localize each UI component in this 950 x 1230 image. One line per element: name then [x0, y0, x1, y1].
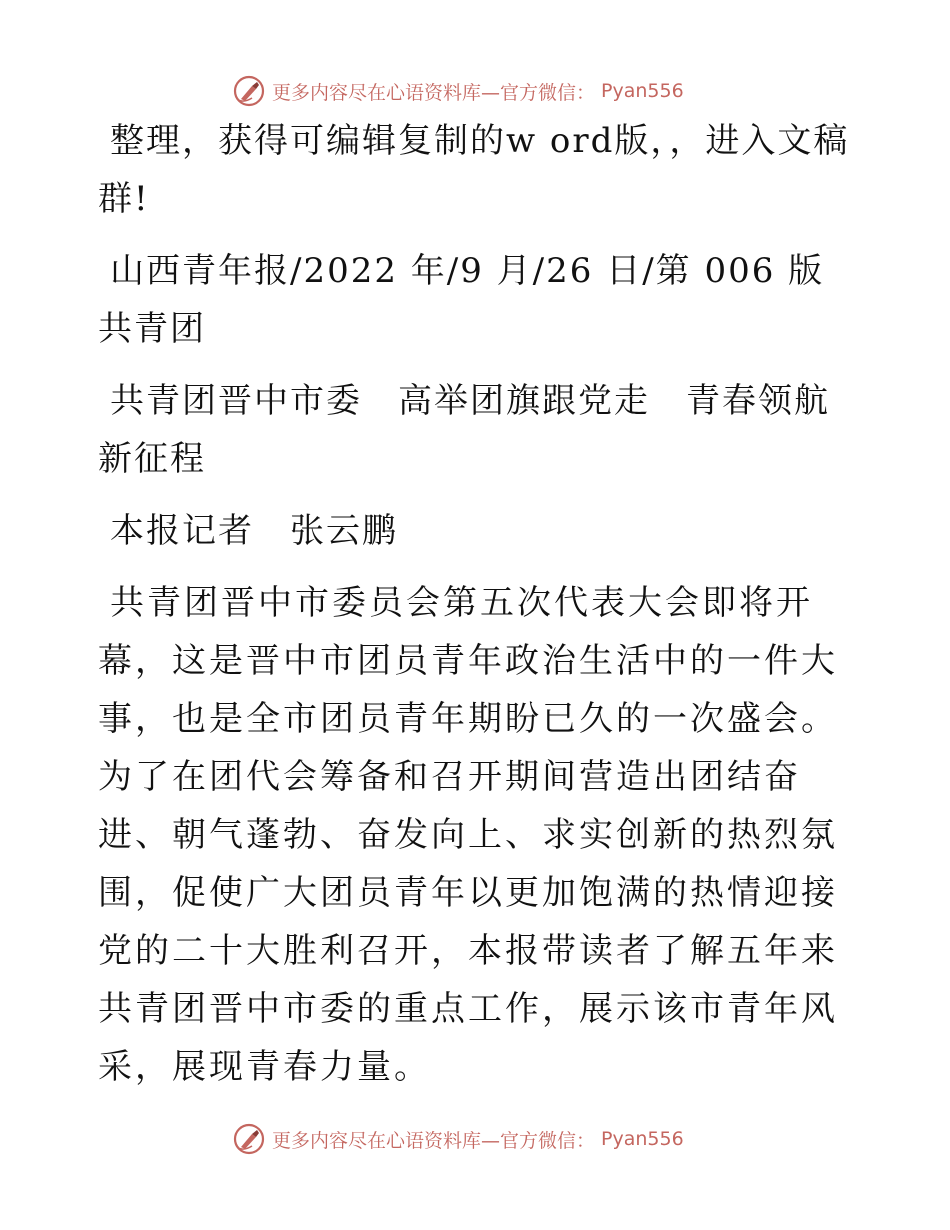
footer-watermark [232, 1119, 752, 1159]
watermark-text: 更多内容尽在心语资料库—官方微信： [272, 1129, 596, 1152]
paragraph-notice: 整理，获得可编辑复制的w ord版，，进入文稿群! [98, 121, 850, 219]
watermark-wechat-id: Pyan556 [601, 1128, 684, 1150]
document-body [98, 112, 858, 1110]
pen-logo-icon [232, 74, 266, 108]
pen-logo-icon [232, 1122, 266, 1156]
watermark-text: 更多内容尽在心语资料库—官方微信： [272, 81, 596, 104]
paragraph-headline: 共青团晋中市委 高举团旗跟党走 青春领航新征程 [98, 381, 830, 479]
paragraph-byline: 本报记者 张云鹏 [110, 511, 398, 551]
paragraph-source: 山西青年报/2022 年/9 月/26 日/第 006 版共青团 [98, 251, 825, 349]
header-watermark [232, 71, 752, 111]
watermark-wechat-id: Pyan556 [601, 80, 684, 102]
paragraph-body: 共青团晋中市委员会第五次代表大会即将开幕，这是晋中市团员青年政治生活中的一件大事，也是全市团员青年期盼已久的一次盛会。为了在团代会筹备和召开期间营造出团结奋进、朝气蓬勃、奋发向上、求实创新的热烈氛围，促使广大团员青年以更加饱满的热情迎接党的二十大胜利召开，本报带读者了解五年来共青团晋中市委的重点工作，展示该市青年风采，展现青春力量。 [98, 583, 838, 1087]
